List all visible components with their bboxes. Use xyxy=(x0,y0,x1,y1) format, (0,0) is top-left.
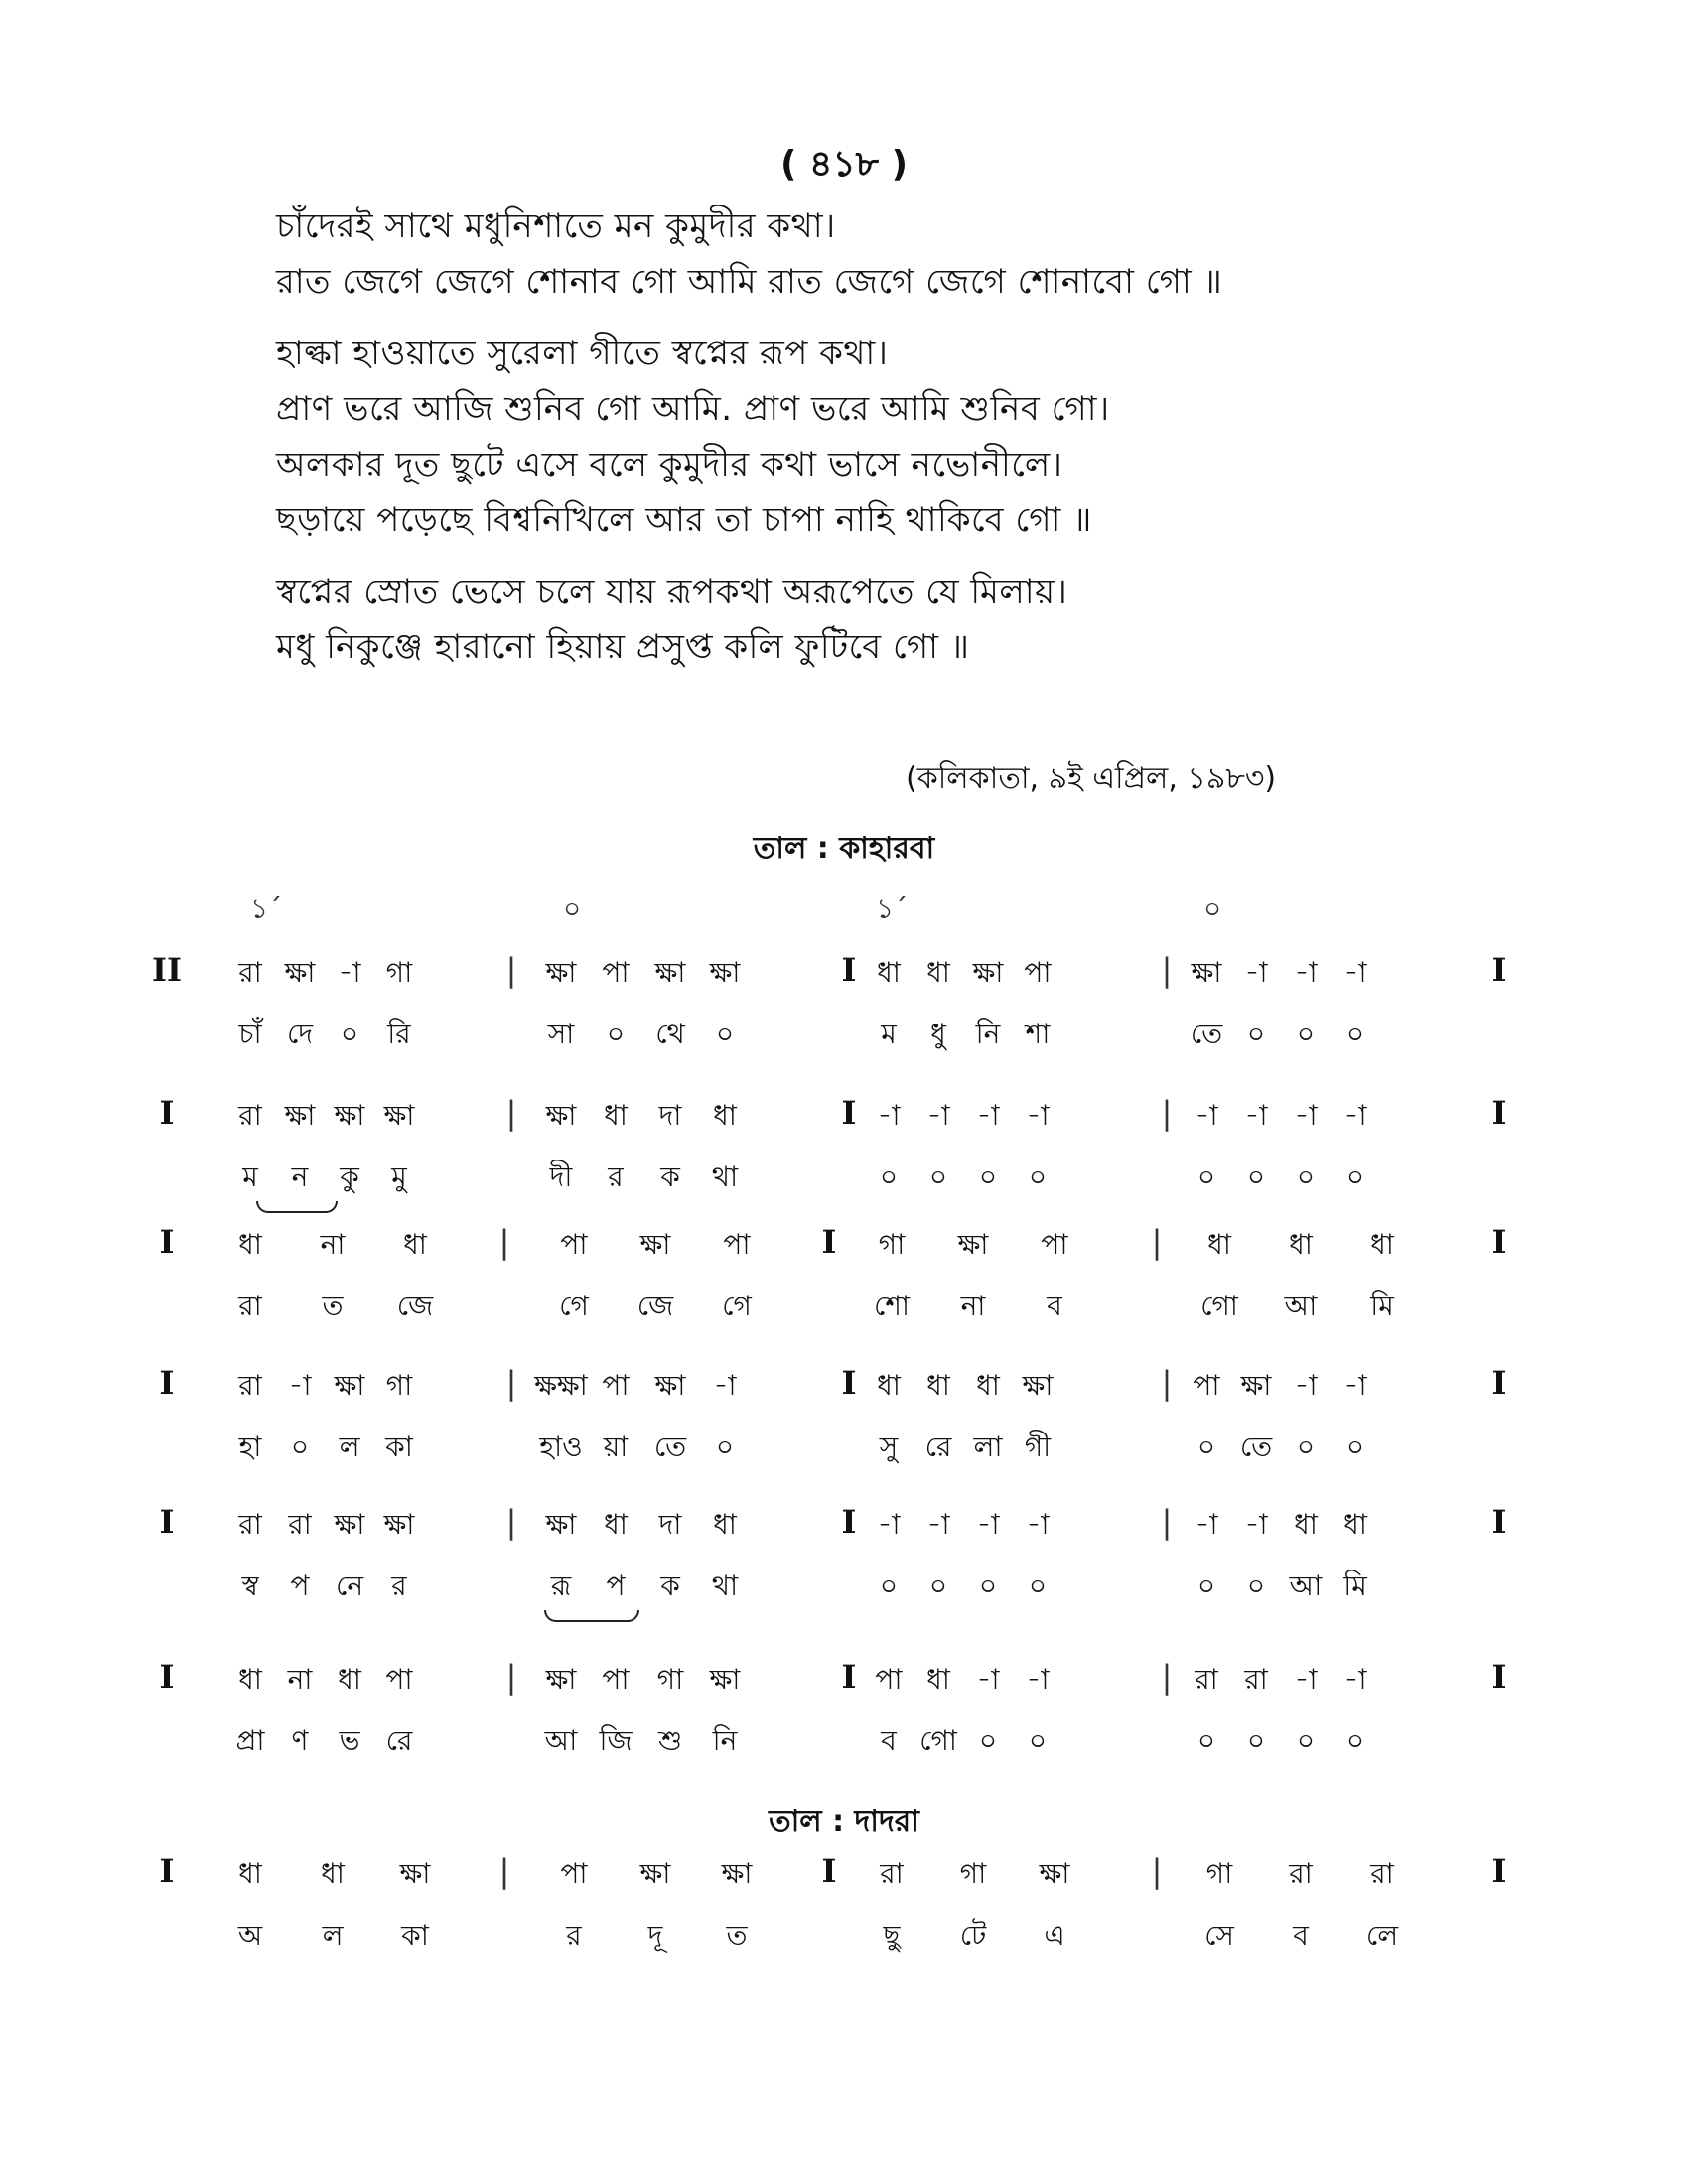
swara-note: -া xyxy=(1343,1369,1367,1402)
lyric-syllable: ০ xyxy=(606,1018,626,1050)
swara-note: -া xyxy=(1294,1663,1318,1696)
bar-line: | xyxy=(1161,1094,1173,1132)
swara-note: -া xyxy=(976,1663,1000,1696)
end-bar: I xyxy=(1491,1223,1507,1261)
swara-note: ক্ষা xyxy=(654,956,686,989)
swara-note: ধা xyxy=(238,1228,262,1261)
lyric-syllable: র xyxy=(608,1160,624,1193)
swara-note: -া xyxy=(1343,956,1367,989)
lyric-syllable: নি xyxy=(712,1724,738,1757)
lyric-syllable: প xyxy=(606,1570,626,1602)
notation-row xyxy=(0,951,1688,1082)
heavy-bar: I xyxy=(821,1223,837,1261)
stanza xyxy=(276,564,1418,675)
lyric-line: রাত জেগে জেগে শোনাব গো আমি রাত জেগে জেগে শোনাবো গো ॥ xyxy=(276,262,1223,302)
swara-note: -া xyxy=(1294,1099,1318,1132)
notation-row xyxy=(0,1364,1688,1495)
swara-note: -া xyxy=(338,956,361,989)
swara-note: ক্ষা xyxy=(709,1663,741,1696)
swara-note: ক্ষা xyxy=(1022,1369,1054,1402)
swara-note: রা xyxy=(238,1099,262,1132)
swara-note: ক্ষা xyxy=(545,956,577,989)
swara-note: গা xyxy=(1205,1857,1233,1890)
lyric-syllable: নি xyxy=(975,1018,1001,1050)
lyric-syllable: ক xyxy=(660,1570,680,1602)
start-bar: I xyxy=(159,1223,175,1261)
lyric-syllable: গী xyxy=(1024,1431,1052,1463)
swara-note: -া xyxy=(877,1508,901,1541)
source-note: (কলিকাতা, ৯ই এপ্রিল, ১৯৮৩) xyxy=(906,761,1277,796)
swara-note: ক্ষা xyxy=(957,1228,989,1261)
swara-note: দা xyxy=(658,1099,682,1132)
swara-note: ক্ষা xyxy=(972,956,1004,989)
lyric-syllable: ০ xyxy=(1196,1570,1216,1602)
lyric-line: স্বপ্নের স্রোত ভেসে চলে যায় রূপকথা অরূপেতে যে মিলায়। xyxy=(276,572,1068,612)
bar-line: | xyxy=(1161,1658,1173,1696)
lyric-syllable: গো xyxy=(1200,1290,1238,1322)
lyric-syllable: ০ xyxy=(290,1431,310,1463)
swara-note: পা xyxy=(385,1663,413,1696)
swara-note: ক্ষক্ষা xyxy=(534,1369,588,1402)
swara-note: ধা xyxy=(1294,1508,1318,1541)
lyric-syllable: এ xyxy=(1044,1919,1065,1952)
lyric-syllable: ০ xyxy=(928,1570,948,1602)
lyric-syllable: শু xyxy=(657,1724,683,1757)
swara-note: ধা xyxy=(877,1369,901,1402)
lyrics-block xyxy=(276,199,1418,691)
lyric-syllable: ০ xyxy=(1196,1724,1216,1757)
swara-note: ক্ষা xyxy=(721,1857,753,1890)
heavy-bar: I xyxy=(821,1852,837,1890)
bar-line: | xyxy=(498,1852,510,1890)
lyric-syllable: ০ xyxy=(715,1431,735,1463)
swara-note: ক্ষা xyxy=(545,1099,577,1132)
taal-kaharba-title: তাল : কাহারবা xyxy=(753,831,935,866)
start-bar: I xyxy=(159,1364,175,1402)
lyric-syllable: জি xyxy=(599,1724,633,1757)
swara-note: -া xyxy=(1244,956,1268,989)
lyric-syllable: নে xyxy=(335,1570,364,1602)
swara-note: -া xyxy=(976,1099,1000,1132)
swara-note: পা xyxy=(723,1228,751,1261)
lyric-syllable: গো xyxy=(919,1724,957,1757)
swara-note: ক্ষা xyxy=(545,1663,577,1696)
swara-note: ক্ষা xyxy=(1240,1369,1272,1402)
swara-note: ক্ষা xyxy=(639,1228,671,1261)
lyric-syllable: জে xyxy=(636,1290,674,1322)
swara-note: ক্ষা xyxy=(334,1508,365,1541)
lyric-syllable: আ xyxy=(1284,1290,1318,1322)
swara-note: -া xyxy=(713,1369,737,1402)
lyric-syllable: ০ xyxy=(1345,1160,1365,1193)
stanza xyxy=(276,326,1418,548)
swara-note: ধা xyxy=(926,1369,950,1402)
swara-note: -া xyxy=(926,1508,950,1541)
lyric-line: চাঁদেরই সাথে মধুনিশাতে মন কুমুদীর কথা। xyxy=(276,206,836,246)
swara-note: ধা xyxy=(926,956,950,989)
swara-note: পা xyxy=(560,1857,588,1890)
lyric-syllable: আ xyxy=(1289,1570,1323,1602)
page-number: ( ৪১৮ ) xyxy=(779,144,909,185)
beat-marks xyxy=(0,887,1688,927)
swara-note: -া xyxy=(877,1099,901,1132)
beat-mark: ১´ xyxy=(250,892,283,925)
heavy-bar: I xyxy=(841,1094,857,1132)
lyric-syllable: তে xyxy=(1239,1431,1273,1463)
lyric-syllable: ০ xyxy=(1296,1018,1316,1050)
lyric-syllable: ০ xyxy=(978,1724,998,1757)
lyric-line: হাল্কা হাওয়াতে সুরেলা গীতে স্বপ্নের রূপ কথা। xyxy=(276,334,889,373)
lyric-syllable: টে xyxy=(959,1919,987,1952)
stanza xyxy=(276,199,1418,310)
lyric-syllable: লে xyxy=(1365,1919,1399,1952)
lyric-syllable: ম xyxy=(242,1160,258,1193)
lyric-syllable: ০ xyxy=(1028,1570,1048,1602)
lyric-syllable: রা xyxy=(238,1290,262,1322)
swara-note: -া xyxy=(1294,956,1318,989)
lyric-syllable: ০ xyxy=(879,1570,899,1602)
swara-note: পা xyxy=(875,1663,903,1696)
lyric-syllable: চাঁ xyxy=(238,1018,262,1050)
swara-note: ক্ষা xyxy=(383,1508,415,1541)
swara-note: পা xyxy=(1193,1369,1220,1402)
lyric-syllable: ০ xyxy=(1345,1018,1365,1050)
swara-note: -া xyxy=(1244,1099,1268,1132)
slur-mark xyxy=(256,1201,338,1213)
swara-note: গা xyxy=(385,1369,413,1402)
lyric-syllable: স্ব xyxy=(241,1570,259,1602)
lyric-syllable: থা xyxy=(711,1570,739,1602)
swara-note: ক্ষা xyxy=(383,1099,415,1132)
lyric-line: মধু নিকুঞ্জে হারানো হিয়ায় প্রসুপ্ত কলি ফুটিবে গো ॥ xyxy=(276,627,970,667)
lyric-syllable: হাও xyxy=(539,1431,583,1463)
lyric-syllable: তে xyxy=(653,1431,687,1463)
lyric-syllable: সু xyxy=(879,1431,899,1463)
swara-note: ক্ষা xyxy=(1039,1857,1070,1890)
lyric-syllable: ধু xyxy=(930,1018,946,1050)
swara-note: ধা xyxy=(604,1508,628,1541)
bar-line: | xyxy=(1161,951,1173,989)
lyric-syllable: ০ xyxy=(1345,1724,1365,1757)
lyric-syllable: ল xyxy=(339,1431,360,1463)
bar-line: | xyxy=(505,1503,517,1541)
swara-note: ধা xyxy=(1207,1228,1231,1261)
heavy-bar: I xyxy=(841,951,857,989)
beat-mark: ০ xyxy=(563,892,582,925)
swara-note: পা xyxy=(602,1663,630,1696)
swara-note: গা xyxy=(656,1663,684,1696)
swara-note: পা xyxy=(602,956,630,989)
bar-line: | xyxy=(498,1223,510,1261)
beat-mark: ০ xyxy=(1203,892,1222,925)
swara-note: না xyxy=(287,1663,313,1696)
lyric-syllable: অ xyxy=(237,1919,263,1952)
swara-note: ধা xyxy=(403,1228,427,1261)
lyric-syllable: ০ xyxy=(978,1160,998,1193)
swara-note: -া xyxy=(1026,1099,1050,1132)
swara-note: রা xyxy=(238,1508,262,1541)
swara-note: ক্ষা xyxy=(1191,956,1222,989)
heavy-bar: I xyxy=(841,1503,857,1541)
lyric-syllable: সা xyxy=(547,1018,575,1050)
end-bar: I xyxy=(1491,1658,1507,1696)
lyric-syllable: ব xyxy=(881,1724,897,1757)
swara-note: রা xyxy=(1195,1663,1218,1696)
lyric-syllable: ০ xyxy=(1296,1724,1316,1757)
swara-note: -া xyxy=(1343,1099,1367,1132)
end-bar: I xyxy=(1491,1364,1507,1402)
lyric-syllable: ০ xyxy=(1246,1570,1266,1602)
swara-note: ক্ষা xyxy=(639,1857,671,1890)
swara-note: রা xyxy=(288,1508,312,1541)
swara-note: ধা xyxy=(1343,1508,1367,1541)
swara-note: -া xyxy=(288,1369,312,1402)
bar-line: | xyxy=(505,951,517,989)
lyric-syllable: ০ xyxy=(1345,1431,1365,1463)
lyric-syllable: কু xyxy=(340,1160,359,1193)
lyric-syllable: লা xyxy=(973,1431,1003,1463)
lyric-syllable: রে xyxy=(924,1431,952,1463)
notation-row xyxy=(0,1223,1688,1354)
lyric-syllable: ত xyxy=(726,1919,748,1952)
lyric-syllable: ০ xyxy=(928,1160,948,1193)
swara-note: ক্ষা xyxy=(545,1508,577,1541)
lyric-syllable: থা xyxy=(711,1160,739,1193)
swara-note: পা xyxy=(560,1228,588,1261)
swara-note: রা xyxy=(880,1857,904,1890)
start-bar: I xyxy=(159,1852,175,1890)
lyric-line: অলকার দূত ছুটে এসে বলে কুমুদীর কথা ভাসে নভোনীলে। xyxy=(276,445,1063,484)
swara-note: ধা xyxy=(238,1663,262,1696)
swara-note: ধা xyxy=(1370,1228,1394,1261)
swara-note: ক্ষা xyxy=(334,1369,365,1402)
swara-note: ধা xyxy=(926,1663,950,1696)
swara-note: ক্ষা xyxy=(654,1369,686,1402)
lyric-syllable: র xyxy=(391,1570,407,1602)
swara-note: রা xyxy=(1244,1663,1268,1696)
swara-note: ধা xyxy=(338,1663,361,1696)
swara-note: ধা xyxy=(238,1857,262,1890)
swara-note: -া xyxy=(926,1099,950,1132)
swara-note: -া xyxy=(1026,1663,1050,1696)
lyric-syllable: য়া xyxy=(603,1431,629,1463)
lyric-syllable: ণ xyxy=(291,1724,309,1757)
lyric-syllable: আ xyxy=(544,1724,578,1757)
lyric-syllable: ত xyxy=(322,1290,344,1322)
heavy-bar: I xyxy=(841,1658,857,1696)
lyric-syllable: না xyxy=(960,1290,986,1322)
lyric-syllable: ০ xyxy=(1196,1431,1216,1463)
swara-note: -া xyxy=(1195,1508,1218,1541)
bar-line: | xyxy=(1161,1503,1173,1541)
lyric-syllable: ভ xyxy=(339,1724,360,1757)
lyric-syllable: ০ xyxy=(1028,1160,1048,1193)
lyric-syllable: ০ xyxy=(1246,1160,1266,1193)
lyric-syllable: ০ xyxy=(715,1018,735,1050)
end-bar: I xyxy=(1491,951,1507,989)
lyric-syllable: গে xyxy=(722,1290,752,1322)
lyric-syllable: সে xyxy=(1204,1919,1234,1952)
lyric-syllable: ০ xyxy=(1246,1724,1266,1757)
swara-note: -া xyxy=(1195,1099,1218,1132)
swara-note: ক্ষা xyxy=(709,956,741,989)
swara-note: -া xyxy=(1294,1369,1318,1402)
lyric-syllable: রে xyxy=(385,1724,413,1757)
swara-note: গা xyxy=(878,1228,906,1261)
lyric-syllable: হা xyxy=(238,1431,262,1463)
bar-line: | xyxy=(505,1364,517,1402)
lyric-syllable: র xyxy=(566,1919,582,1952)
lyric-syllable: ০ xyxy=(1196,1160,1216,1193)
start-bar: I xyxy=(159,1503,175,1541)
swara-note: -া xyxy=(1244,1508,1268,1541)
bar-line: | xyxy=(505,1658,517,1696)
notation-row xyxy=(0,1094,1688,1225)
lyric-syllable: মি xyxy=(1343,1570,1367,1602)
end-bar: I xyxy=(1491,1094,1507,1132)
lyric-syllable: ০ xyxy=(879,1160,899,1193)
lyric-syllable: তে xyxy=(1190,1018,1223,1050)
lyric-syllable: দে xyxy=(286,1018,314,1050)
swara-note: ধা xyxy=(321,1857,345,1890)
swara-note: ধা xyxy=(877,956,901,989)
start-bar: I xyxy=(159,1094,175,1132)
notation-row xyxy=(0,1852,1688,1983)
end-bar: I xyxy=(1491,1852,1507,1890)
lyric-syllable: ০ xyxy=(1028,1724,1048,1757)
bar-line: | xyxy=(1161,1364,1173,1402)
swara-note: পা xyxy=(1041,1228,1068,1261)
swara-note: -া xyxy=(1026,1508,1050,1541)
start-bar: I xyxy=(159,1658,175,1696)
swara-note: পা xyxy=(602,1369,630,1402)
swara-note: রা xyxy=(1370,1857,1394,1890)
notation-row xyxy=(0,1658,1688,1789)
swara-note: পা xyxy=(1024,956,1052,989)
swara-note: ধা xyxy=(713,1099,737,1132)
swara-note: গা xyxy=(385,956,413,989)
heavy-bar: I xyxy=(841,1364,857,1402)
lyric-syllable: ন xyxy=(291,1160,309,1193)
lyric-syllable: ব xyxy=(1293,1919,1309,1952)
lyric-syllable: ০ xyxy=(978,1570,998,1602)
end-bar: I xyxy=(1491,1503,1507,1541)
lyric-syllable: ছু xyxy=(883,1919,901,1952)
lyric-syllable: জে xyxy=(396,1290,434,1322)
taal-dadra-title: তাল : দাদরা xyxy=(769,1804,919,1839)
swara-note: গা xyxy=(959,1857,987,1890)
swara-note: না xyxy=(320,1228,346,1261)
swara-note: -া xyxy=(1343,1663,1367,1696)
swara-note: দা xyxy=(658,1508,682,1541)
swara-note: ধা xyxy=(713,1508,737,1541)
lyric-syllable: ০ xyxy=(340,1018,359,1050)
lyric-syllable: ল xyxy=(322,1919,344,1952)
swara-note: ক্ষা xyxy=(399,1857,431,1890)
notation-row xyxy=(0,1503,1688,1634)
lyric-syllable: দী xyxy=(549,1160,573,1193)
lyric-syllable: ০ xyxy=(1296,1160,1316,1193)
lyric-syllable: প xyxy=(290,1570,310,1602)
lyric-syllable: ০ xyxy=(1296,1431,1316,1463)
lyric-syllable: গে xyxy=(559,1290,589,1322)
lyric-syllable: দূ xyxy=(647,1919,663,1952)
swara-note: ধা xyxy=(1289,1228,1313,1261)
lyric-line: ছড়ায়ে পড়েছে বিশ্বনিখিলে আর তা চাপা নাহি থাকিবে গো ॥ xyxy=(276,500,1092,540)
lyric-syllable: ক xyxy=(660,1160,680,1193)
swara-note: ক্ষা xyxy=(334,1099,365,1132)
lyric-syllable: কা xyxy=(401,1919,429,1952)
bar-line: | xyxy=(1151,1223,1163,1261)
lyric-syllable: কা xyxy=(385,1431,413,1463)
swara-note: রা xyxy=(238,1369,262,1402)
swara-note: ধা xyxy=(976,1369,1000,1402)
lyric-syllable: ০ xyxy=(1246,1018,1266,1050)
lyric-syllable: শো xyxy=(873,1290,911,1322)
lyric-syllable: থে xyxy=(655,1018,685,1050)
swara-note: রা xyxy=(238,956,262,989)
lyric-syllable: ম xyxy=(881,1018,897,1050)
beat-mark: ১´ xyxy=(876,892,909,925)
bar-line: | xyxy=(1151,1852,1163,1890)
start-bar: II xyxy=(152,951,182,989)
lyric-syllable: ব xyxy=(1047,1290,1062,1322)
lyric-syllable: রূ xyxy=(550,1570,572,1602)
slur-mark xyxy=(544,1610,639,1622)
swara-note: রা xyxy=(1289,1857,1313,1890)
lyric-syllable: প্রা xyxy=(235,1724,265,1757)
swara-note: -া xyxy=(976,1508,1000,1541)
lyric-syllable: মি xyxy=(1370,1290,1394,1322)
swara-note: ক্ষা xyxy=(284,956,316,989)
swara-note: ক্ষা xyxy=(284,1099,316,1132)
lyric-syllable: শা xyxy=(1025,1018,1051,1050)
lyric-line: প্রাণ ভরে আজি শুনিব গো আমি. প্রাণ ভরে আমি শুনিব গো। xyxy=(276,389,1110,429)
swara-note: ধা xyxy=(604,1099,628,1132)
lyric-syllable: মু xyxy=(391,1160,407,1193)
bar-line: | xyxy=(505,1094,517,1132)
lyric-syllable: রি xyxy=(387,1018,411,1050)
